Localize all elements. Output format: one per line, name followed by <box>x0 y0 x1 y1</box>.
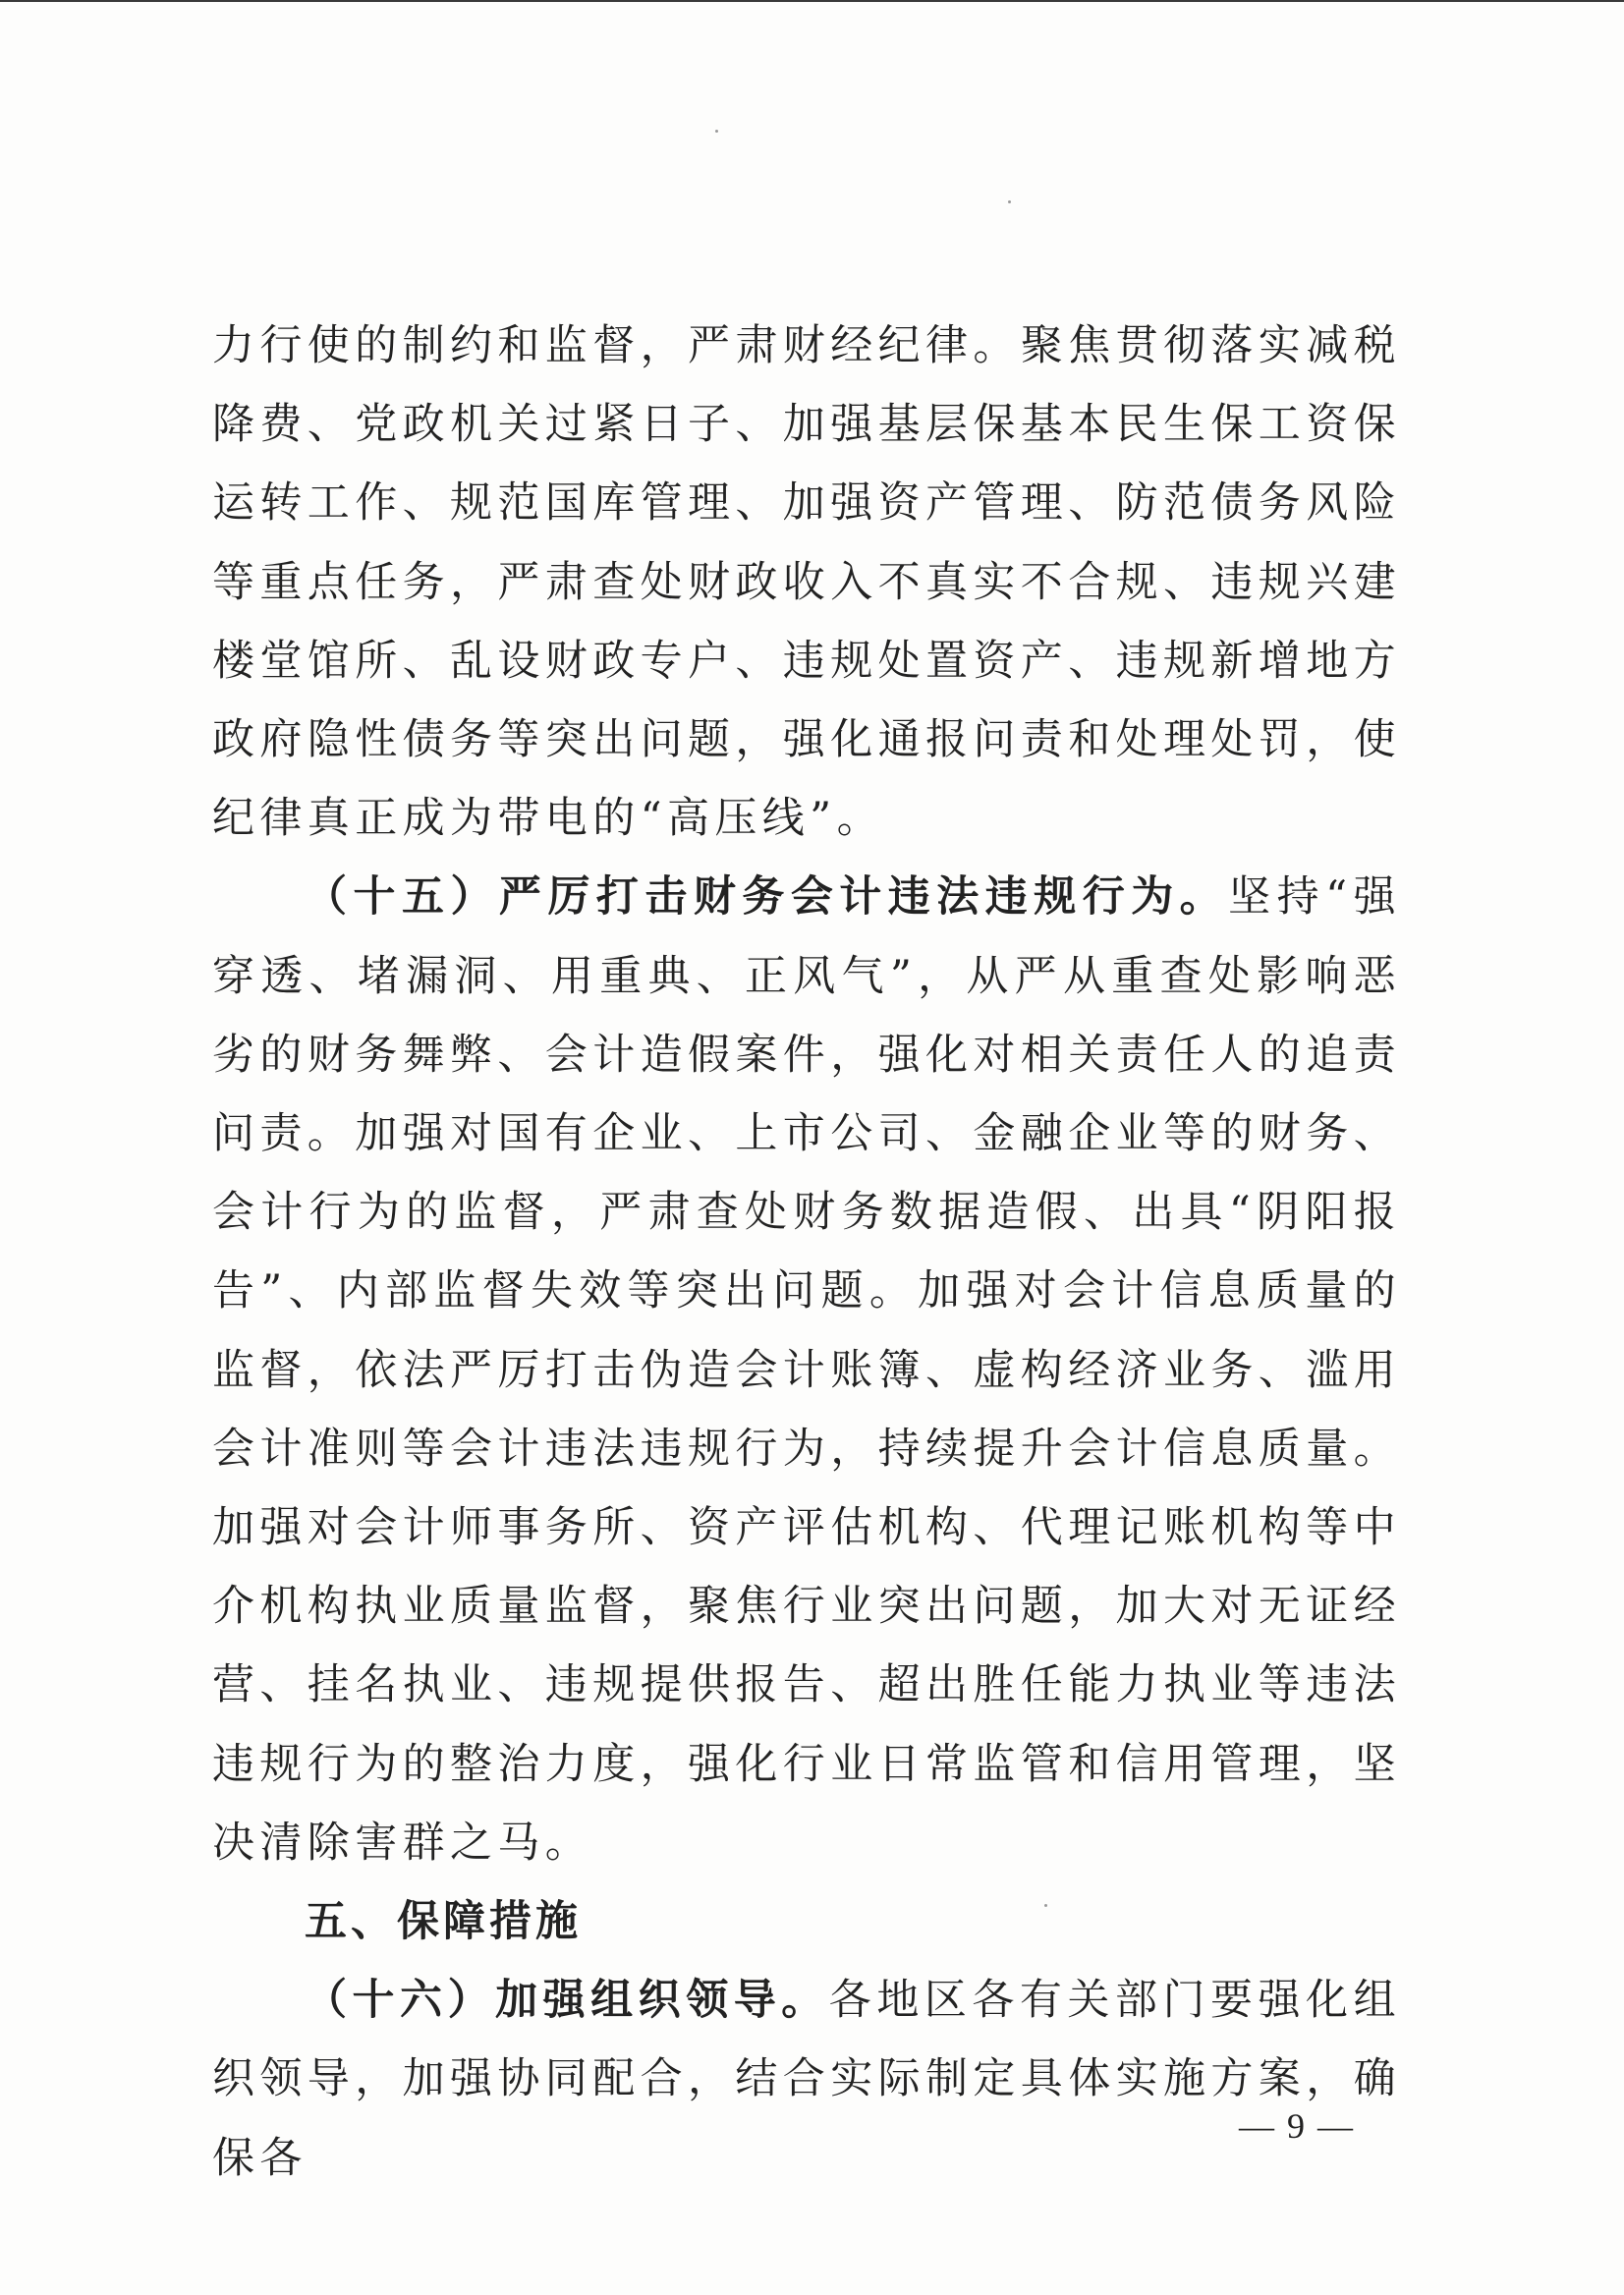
paragraph-continuation: 力行使的制约和监督，严肃财经纪律。聚焦贯彻落实减税降费、党政机关过紧日子、加强基层保基本民生保工资保运转工作、规范国库管理、加强资产管理、防范债务风险等重点任务，严肃查处财政收入不真实不合规、违规兴建楼堂馆所、乱设财政专户、违规处置资产、违规新增地方政府隐性债务等突出问题，强化通报问责和处理处罚，使纪律真正成为带电的“高压线”。 <box>212 321 1401 844</box>
paragraph-section-16 <box>212 1961 1401 2198</box>
section-16-body: 各地区各有关部门要强化组织领导，加强协同配合，结合实际制定具体实施方案，确保各 <box>212 1976 1401 2183</box>
scan-top-edge <box>0 0 1624 2</box>
paragraph-section-15 <box>212 858 1401 1882</box>
scan-speck <box>1008 200 1011 203</box>
page-number: — 9 — <box>1239 2106 1355 2146</box>
section-15-body: 坚持“强穿透、堵漏洞、用重典、正风气”，从严从重查处影响恶劣的财务舞弊、会计造假案件，强化对相关责任人的追责问责。加强对国有企业、上市公司、金融企业等的财务、会计行为的监督，严肃查处财务数据造假、出具“阴阳报告”、内部监督失效等突出问题。加强对会计信息质量的监督，依法严厉打击伪造会计账簿、虚构经济业务、滥用会计准则等会计违法违规行为，持续提升会计信息质量。加强对会计师事务所、资产评估机构、代理记账机构等中介机构执业质量监督，聚焦行业突出问题，加大对无证经营、挂名执业、违规提供报告、超出胜任能力执业等违法违规行为的整治力度，强化行业日常监管和信用管理，坚决清除害群之马。 <box>212 872 1401 1868</box>
document-body <box>212 307 1401 2198</box>
section-16-heading: （十六）加强组织领导。 <box>305 1976 829 2026</box>
section-15-heading: （十五）严厉打击财务会计违法违规行为。 <box>305 872 1229 923</box>
scan-speck <box>715 130 718 133</box>
section-heading: 五、保障措施 <box>305 1897 582 1947</box>
